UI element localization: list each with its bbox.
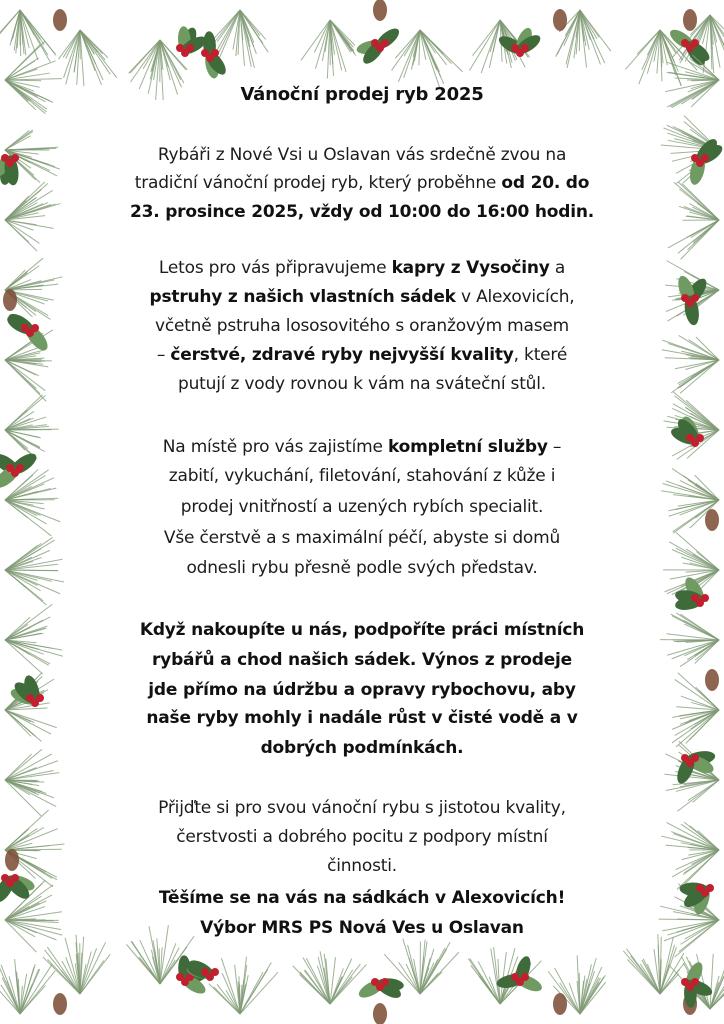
text-line bbox=[0, 315, 724, 337]
holly-berry bbox=[701, 594, 709, 602]
text-line bbox=[0, 826, 724, 848]
text-line bbox=[0, 917, 724, 939]
bold-text: Těšíme se na vás na sádkách v Alexovicích! bbox=[158, 888, 566, 908]
pine-cone bbox=[53, 9, 67, 31]
text-line bbox=[0, 855, 724, 877]
text-line bbox=[0, 172, 724, 194]
text: Přijďte si pro svou vánoční rybu s jistotou kvality, bbox=[158, 798, 566, 818]
bold-text: kapry z Vysočiny bbox=[391, 258, 550, 278]
text: činnosti. bbox=[327, 856, 397, 876]
holly-berry bbox=[521, 973, 529, 981]
text-line bbox=[0, 373, 724, 395]
pine-needle bbox=[20, 969, 39, 1014]
text: v Alexovicích, bbox=[455, 287, 575, 307]
pine-needle bbox=[80, 30, 105, 60]
bold-text: Výbor MRS PS Nová Ves u Oslavan bbox=[200, 918, 524, 938]
pine-needle bbox=[301, 20, 330, 60]
bold-text: jde přímo na údržbu a opravy rybochovu, aby bbox=[148, 680, 576, 700]
text: Vše čerstvě a s maximální péčí, abyste si domů bbox=[163, 528, 561, 548]
pine-needle bbox=[5, 761, 58, 780]
text-line bbox=[0, 344, 724, 366]
text: prodej vnitřností a uzených rybích specialit. bbox=[180, 497, 544, 517]
poster-title: Vánoční prodej ryb 2025 bbox=[240, 84, 484, 105]
text-line bbox=[0, 496, 724, 518]
bold-text: 23. prosince 2025, vždy od 10:00 do 16:00 hodin. bbox=[129, 202, 594, 222]
pine-needle bbox=[80, 942, 106, 994]
pine-needle bbox=[678, 220, 719, 253]
text: Letos pro vás připravujeme bbox=[158, 258, 392, 278]
pine-needle bbox=[567, 10, 580, 68]
bold-text: dobrých podmínkách. bbox=[260, 738, 464, 758]
pine-cone bbox=[553, 9, 567, 31]
bold-text: čerstvé, zdravé ryby nejvyšší kvality bbox=[170, 345, 514, 365]
holly-berry bbox=[186, 44, 194, 52]
text: a bbox=[549, 258, 566, 278]
bold-text: pstruhy z našich vlastních sádek bbox=[149, 287, 456, 307]
pine-needle bbox=[240, 972, 278, 1014]
bold-text: od 20. do bbox=[501, 173, 590, 193]
text-line bbox=[0, 201, 724, 223]
pine-needle bbox=[404, 30, 420, 78]
text: – bbox=[547, 437, 562, 457]
pine-needle bbox=[5, 220, 39, 243]
bold-text: naše ryby mohly i nadále růst v čisté vodě a v bbox=[146, 708, 578, 728]
holly-berry bbox=[691, 978, 699, 986]
text-line bbox=[0, 649, 724, 671]
text-line bbox=[0, 737, 724, 759]
pine-cone bbox=[373, 1003, 387, 1024]
text-line bbox=[0, 436, 724, 458]
pine-needle bbox=[20, 964, 52, 1014]
text: odnesli rybu přesně podle svých představ. bbox=[186, 558, 538, 578]
pine-needle bbox=[47, 947, 80, 994]
text-line bbox=[0, 619, 724, 641]
pine-needle bbox=[625, 30, 660, 69]
pine-needle bbox=[579, 10, 580, 51]
holly-berry bbox=[381, 978, 389, 986]
text-line bbox=[0, 527, 724, 549]
pine-cone bbox=[53, 993, 67, 1015]
pine-needle bbox=[20, 971, 55, 1014]
holly-berry bbox=[211, 968, 219, 976]
bold-text: kompletní služby bbox=[387, 437, 548, 457]
pine-needle bbox=[5, 80, 41, 81]
bold-text: Když nakoupíte u nás, podpoříte práci místních bbox=[139, 620, 585, 640]
text: čerstvosti a dobrého pocitu z podpory místní bbox=[176, 827, 548, 847]
pine-needle bbox=[420, 30, 440, 87]
text: putují z vody rovnou k vám na sváteční stůl. bbox=[178, 374, 546, 394]
pine-needle bbox=[66, 30, 80, 84]
text-line bbox=[0, 797, 724, 819]
text: včetně pstruha lososovitého s oranžovým masem bbox=[154, 316, 570, 336]
pine-cone bbox=[553, 993, 567, 1015]
bold-text: rybářů a chod našich sádek. Výnos z prodeje bbox=[152, 650, 572, 670]
holly-berry bbox=[381, 39, 389, 47]
text-line bbox=[0, 144, 724, 166]
text: , které bbox=[513, 345, 568, 365]
pine-cone bbox=[373, 0, 387, 21]
pine-needle bbox=[420, 30, 452, 64]
text: Rybáři z Nové Vsi u Oslavan vás srdečně zvou na bbox=[157, 145, 567, 165]
text: – bbox=[156, 345, 171, 365]
pine-cone bbox=[683, 9, 697, 31]
pine-needle bbox=[627, 959, 660, 994]
text-line bbox=[0, 707, 724, 729]
holly-berry bbox=[691, 39, 699, 47]
text-line bbox=[0, 257, 724, 279]
text-line bbox=[0, 887, 724, 909]
text-line bbox=[0, 679, 724, 701]
pine-needle bbox=[420, 30, 437, 70]
holly-berry bbox=[521, 44, 529, 52]
text-line bbox=[0, 286, 724, 308]
text: tradiční vánoční prodej ryb, který proběhne bbox=[134, 173, 502, 193]
text-line bbox=[0, 557, 724, 579]
text: zabití, vykuchání, filetování, stahování z kůže i bbox=[168, 466, 556, 486]
text-line bbox=[0, 465, 724, 487]
text: Na místě pro vás zajistíme bbox=[162, 437, 388, 457]
holly-berry bbox=[211, 49, 219, 57]
